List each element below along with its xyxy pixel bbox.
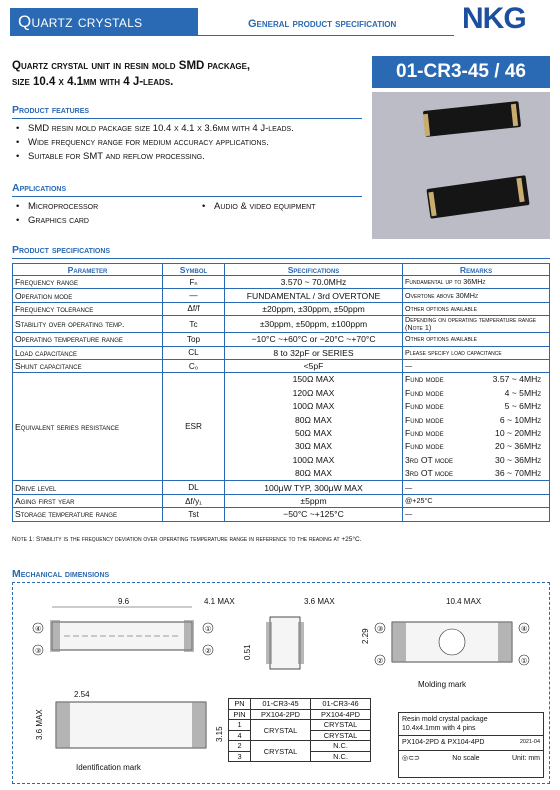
cell-symbol: C₀ [163,359,225,372]
side-view-body [270,617,300,669]
dim-body-h: 3.15 [215,726,224,742]
table-row [13,316,550,333]
cell-param: Equivalent series resistance [13,373,163,481]
end-view-body [56,702,206,748]
cell-remark: @+25°C [403,494,550,507]
cell-symbol: Top [163,333,225,346]
cell: PX104-4PD [311,709,371,720]
cell-spec: −10°C ~+60°C or −20°C ~+70°C [225,333,403,346]
table-row [13,302,550,315]
esr-remark [403,454,549,467]
part-number-badge: 01-CR3-45 / 46 [372,56,550,88]
product-title [12,58,332,90]
esr-value: 120Ω MAX [292,387,335,398]
table-row [13,373,550,481]
pin-table-wrap [228,698,371,762]
cell-spec: 3.570 ~ 70.0MHz [225,276,403,289]
dim-lead: 0.51 [243,644,252,660]
pin-label: ④ [521,626,528,633]
pin-table [228,698,371,762]
cell-remark: — [403,359,550,372]
esr-remark [403,387,549,400]
col-header: Symbol [163,264,225,276]
esr-value: 80Ω MAX [295,468,332,479]
cell-param: Drive level [13,481,163,494]
cell-symbol: ESR [163,373,225,481]
dim-bottom-length: 10.4 MAX [446,597,482,606]
title-line-1: Quartz crystal unit in resin mold SMD package, [12,60,251,72]
title-block-date: 2021-04 [519,739,540,745]
esr-value: 80Ω MAX [295,414,332,425]
cell: CRYSTAL [251,741,311,762]
cell-remark: — [403,481,550,494]
esr-value: 100Ω MAX [292,454,335,465]
dim-total-h: 3.6 MAX [35,709,44,740]
cell-symbol: — [163,289,225,302]
cell: N.C. [311,751,371,762]
cell-symbol: Tc [163,316,225,333]
cell-spec: 100μW TYP, 300μW MAX [225,481,403,494]
cell: CRYSTAL [311,720,371,731]
projection-icon: ◎⊂⊃ [402,755,420,762]
molding-mark-label: Molding mark [418,680,467,689]
esr-range: 6 ~ 10MHz [499,414,541,425]
cell-symbol: CL [163,346,225,359]
cell-esr-values [225,373,403,481]
cell-spec: ±30ppm, ±50ppm, ±100ppm [225,316,403,333]
esr-mode: Fund mode [405,374,444,385]
esr-range: 36 ~ 70MHz [495,468,541,479]
esr-range: 10 ~ 20MHz [495,427,541,438]
dim-pitch: 2.54 [74,690,90,699]
list-item: • Suitable for SMT and reflow processing. [14,150,294,164]
cell-spec: ±20ppm, ±30ppm, ±50ppm [225,302,403,315]
esr-remark [403,414,549,427]
esr-mode: 3rd OT mode [405,468,453,479]
table-row [13,359,550,372]
cell-remark: Other options available [403,333,550,346]
spec-note: Note 1: Stability is the frequency deviation over operating temperature range in reference to the reading at +25°C. [12,536,362,543]
col-header: Specifications [225,264,403,276]
table-row [13,289,550,302]
spec-table [12,263,550,522]
cell-symbol: Tst [163,508,225,521]
esr-mode: Fund mode [405,387,444,398]
table-row [229,720,371,731]
cell-param: Stability over operating temp. [13,316,163,333]
applications-rule [12,196,362,197]
spec-rule [12,258,550,259]
esr-value: 150Ω MAX [292,374,335,385]
features-heading: Product features [12,104,90,116]
cell-symbol: DL [163,481,225,494]
cell-param: Aging first year [13,494,163,507]
col-header: Parameter [13,264,163,276]
title-block-line: PX104-2PD & PX104-4PD [402,739,485,746]
cell-symbol: Fₙ [163,276,225,289]
table-row [229,699,371,710]
pin-label: ① [521,658,528,665]
esr-mode: Fund mode [405,401,444,412]
list-item: • Wide frequency range for medium accuracy applications. [14,136,294,150]
dim-height: 3.6 MAX [304,597,335,606]
cell-param: Storage temperature range [13,508,163,521]
table-header-row [13,264,550,276]
esr-range: 4 ~ 5MHz [504,387,541,398]
pin-label: ③ [377,626,384,633]
doc-type-label: General product specification [248,18,397,30]
esr-mode: Fund mode [405,414,444,425]
list-item: • Microprocessor [14,200,98,214]
applications-list-2 [200,200,316,214]
esr-range: 5 ~ 6MHz [504,401,541,412]
cell: 2 [229,741,251,752]
page-header [0,0,560,45]
col-header: Remarks [403,264,550,276]
cell-param: Operation mode [13,289,163,302]
dim-bottom-h: 2.29 [361,628,370,644]
cell-param: Shunt capacitance [13,359,163,372]
esr-remark [403,373,549,386]
table-row [13,481,550,494]
list-item: • Graphics card [14,214,98,228]
table-row [13,346,550,359]
cell: PX104-2PD [251,709,311,720]
table-row [229,741,371,752]
title-block [398,712,544,778]
features-rule [12,118,362,119]
esr-mode: Fund mode [405,441,444,452]
pin-label: ④ [35,626,42,633]
spec-heading: Product specifications [12,244,111,256]
cell-remark: Please specify load capacitance [403,346,550,359]
cell-spec: <5pF [225,359,403,372]
title-block-line: 10.4x4.1mm with 4 pins [402,725,476,732]
unit-label: Unit: mm [511,755,540,762]
category-banner: Quartz crystals [10,8,198,36]
cell-param: Frequency range [13,276,163,289]
cell-spec: ±5ppm [225,494,403,507]
table-row [13,333,550,346]
cell-param: Load capacitance [13,346,163,359]
applications-list-1 [14,200,98,228]
scale-label: No scale [452,755,480,762]
cell: 1 [229,720,251,731]
cell-remark: — [403,508,550,521]
esr-remark [403,427,549,440]
dim-length: 9.6 [118,597,130,606]
product-photo [372,92,550,239]
title-block-line: Resin mold crystal package [402,716,488,723]
esr-mode: 3rd OT mode [405,454,453,465]
pin-label: ② [205,648,212,655]
company-logo: NKG [462,2,526,35]
esr-range: 20 ~ 36MHz [495,441,541,452]
table-row [13,494,550,507]
mechanical-heading: Mechanical dimensions [12,568,110,580]
pin-label: ② [377,658,384,665]
cell: CRYSTAL [311,730,371,741]
esr-remark [403,467,549,480]
cell-spec: 8 to 32pF or SERIES [225,346,403,359]
dim-width: 4.1 MAX [204,597,235,606]
cell-symbol: Δf/y₁ [163,494,225,507]
table-row [13,508,550,521]
list-item: • Audio & video equipment [200,200,316,214]
esr-remark [403,400,549,413]
pin-label: ① [205,626,212,633]
cell: 3 [229,751,251,762]
cell-param: Frequency tolerance [13,302,163,315]
cell-remark: Other options available [403,302,550,315]
cell: 01-CR3-45 [251,699,311,710]
esr-range: 30 ~ 36MHz [495,454,541,465]
header-rule [198,35,454,36]
list-item: • SMD resin mold package size 10.4 x 4.1 x 3.6mm with 4 J-leads. [14,122,294,136]
cell-remark: Depending on operating temperature range (Note 1) [403,316,550,333]
cell: 4 [229,730,251,741]
cell-remark: Overtone above 30MHz [403,289,550,302]
cell: 01-CR3-46 [311,699,371,710]
esr-range: 3.57 ~ 4MHz [492,374,541,385]
features-list [14,122,294,164]
identification-mark-label: Identification mark [76,763,141,772]
table-row [229,709,371,720]
cell: PIN [229,709,251,720]
esr-value: 30Ω MAX [295,441,332,452]
esr-value: 50Ω MAX [295,427,332,438]
cell-param: Operating temperature range [13,333,163,346]
applications-heading: Applications [12,182,67,194]
esr-value: 100Ω MAX [292,401,335,412]
table-row [13,276,550,289]
esr-remark [403,440,549,453]
cell-spec: −50°C ~+125°C [225,508,403,521]
pin-label: ③ [35,648,42,655]
cell-esr-remarks [403,373,550,481]
esr-mode: Fund mode [405,427,444,438]
title-line-2: size 10.4 x 4.1mm with 4 J-leads. [12,76,174,88]
cell-spec: FUNDAMENTAL / 3rd OVERTONE [225,289,403,302]
cell-remark: Fundamental up to 36MHz [403,276,550,289]
cell: N.C. [311,741,371,752]
cell-symbol: Δf/f [163,302,225,315]
cell: CRYSTAL [251,720,311,741]
cell: PN [229,699,251,710]
